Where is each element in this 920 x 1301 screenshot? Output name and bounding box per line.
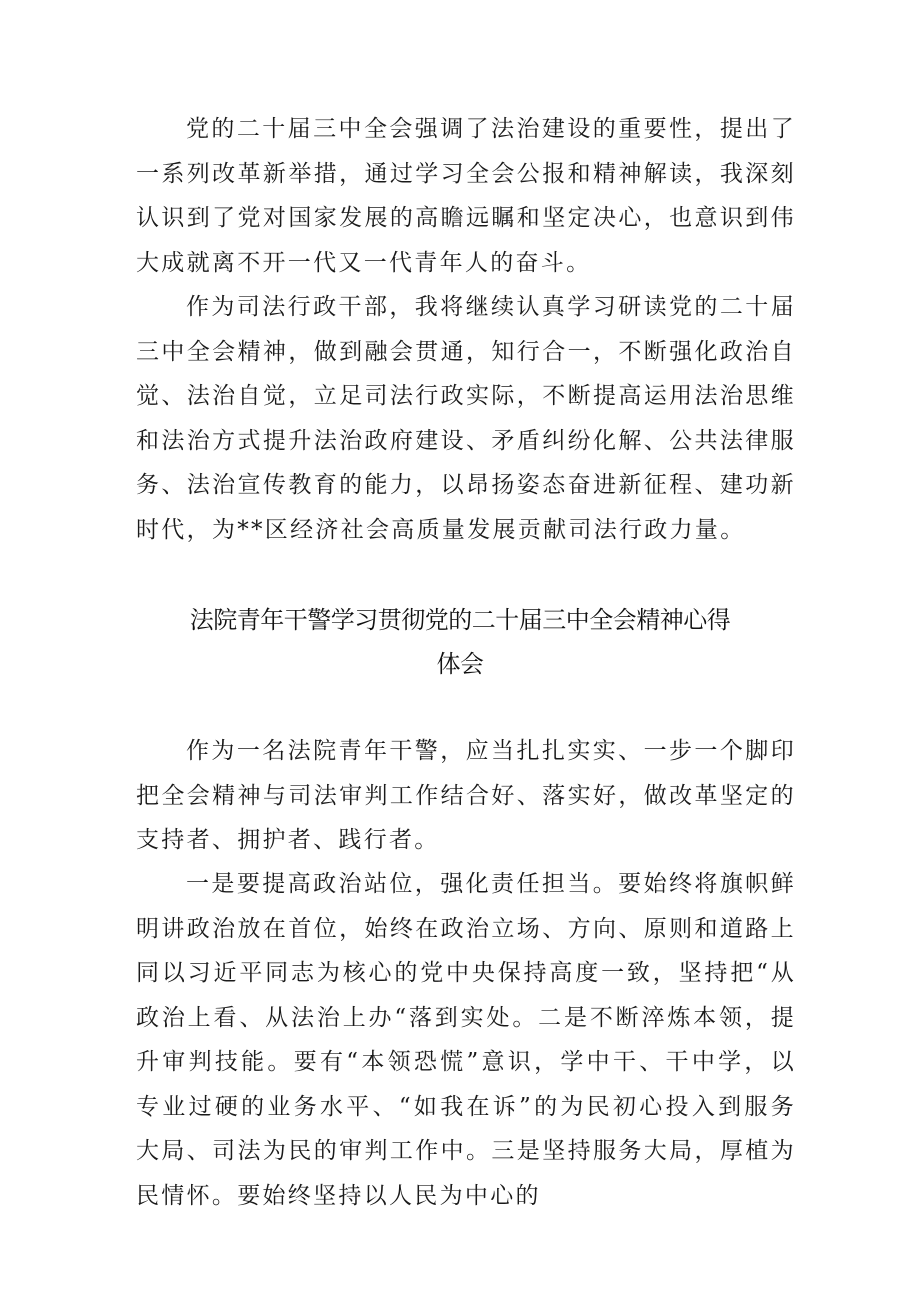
article-title-line-2: 体会: [436, 650, 484, 678]
article-title: [170, 598, 750, 686]
article-title-line-1: 法院青年干警学习贯彻党的二十届三中全会精神心得: [189, 606, 731, 634]
body-paragraph-2: 作为司法行政干部，我将继续认真学习研读党的二十届三中全会精神，做到融会贯通，知行合一，不断强化政治自觉、法治自觉，立足司法行政实际，不断提高运用法治思维和法治方式提升法治政府建设、矛盾纠纷化解、公共法律服务、法治宣传教育的能力，以昂扬姿态奋进新征程、建功新时代，为**区经济社会高质量发展贡献司法行政力量。: [136, 294, 796, 543]
body-paragraph-1: 党的二十届三中全会强调了法治建设的重要性，提出了一系列改革新举措，通过学习全会公报和精神解读，我深刻认识到了党对国家发展的高瞻远瞩和坚定决心，也意识到伟大成就离不开一代又一代青年人的奋斗。: [136, 116, 796, 276]
body-paragraph-4: 一是要提高政治站位，强化责任担当。要始终将旗帜鲜明讲政治放在首位，始终在政治立场、方向、原则和道路上同以习近平同志为核心的党中央保持高度一致，坚持把“从政治上看、从法治上办“落到实处。二是不断淬炼本领，提升审判技能。要有“本领恐慌”意识，学中干、干中学，以专业过硬的业务水平、“如我在诉”的为民初心投入到服务大局、司法为民的审判工作中。三是坚持服务大局，厚植为民情怀。要始终坚持以人民为中心的: [136, 871, 796, 1209]
body-paragraph-3: 作为一名法院青年干警，应当扎扎实实、一步一个脚印把全会精神与司法审判工作结合好、落实好，做改革坚定的支持者、拥护者、践行者。: [136, 738, 796, 853]
